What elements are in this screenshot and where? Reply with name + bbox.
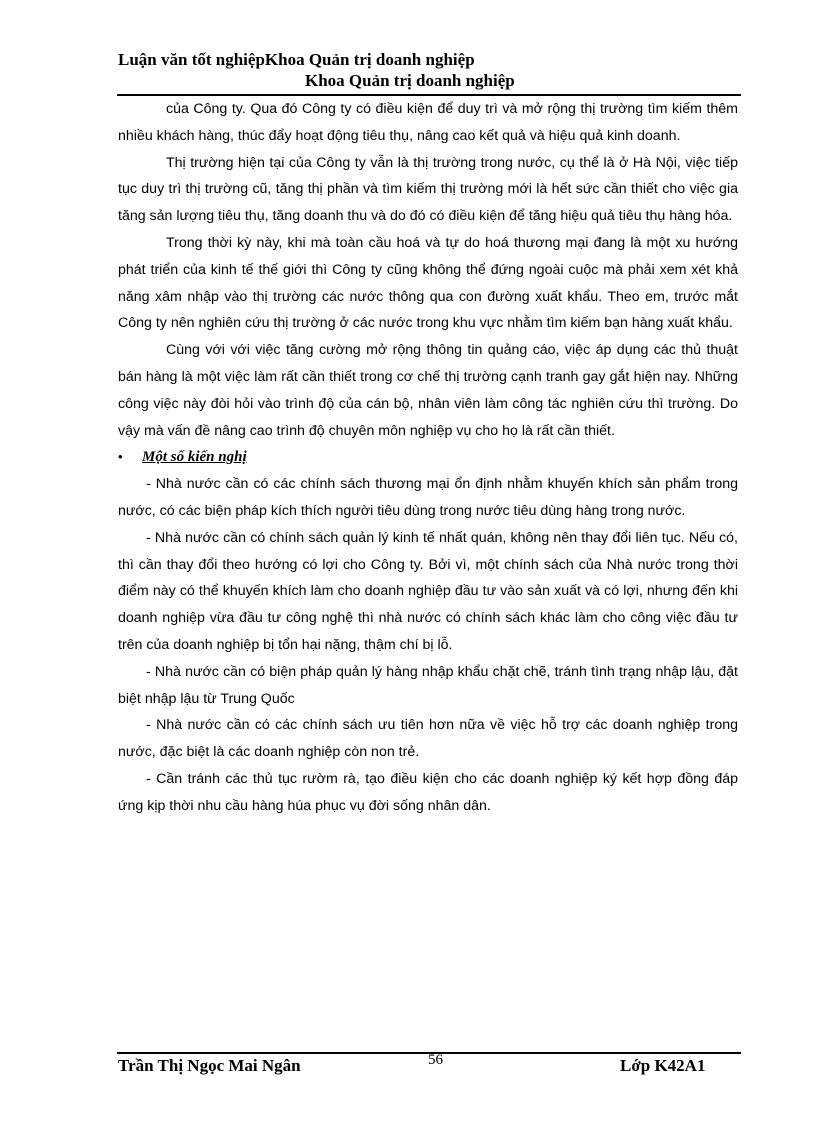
recommendation-3: - Nhà nước cần có biện pháp quản lý hàng nhập khẩu chặt chẽ, tránh tình trạng nhập lậu, đặt biệt nhập lậu từ Trung Quốc (118, 663, 738, 707)
section-heading (118, 444, 738, 471)
recommendation-1: - Nhà nước cần có các chính sách thương mại ổn định nhằm khuyến khích sản phẩm trong nước, có các biện pháp kích thích người tiêu dùng trong nước tiêu dùng hàng trong nước. (118, 476, 738, 519)
header-line-1: Luận văn tốt nghiệpKhoa Quản trị doanh nghiệp (118, 50, 475, 69)
heading-text: Một số kiến nghị (142, 449, 247, 466)
paragraph-1: của Công ty. Qua đó Công ty có điều kiện để duy trì và mở rộng thị trường tìm kiếm thêm nhiều khách hàng, thúc đẩy hoạt động tiêu thụ, nâng cao kết quả và hiệu quả kinh doanh. (118, 101, 738, 144)
recommendation-5: - Cần tránh các thủ tục rườm rà, tạo điều kiện cho các doanh nghiệp ký kết hợp đồng đáp ứng kịp thời nhu cầu hàng húa phục vụ đời sống nhân dân. (118, 770, 738, 814)
paragraph-3: Trong thời kỳ này, khi mà toàn cầu hoá và tự do hoá thương mại đang là một xu hướng phát triển của kinh tế thế giới thì Công ty cũng không thể đứng ngoài cuộc mà phải xem xét khả năng xâm nhập vào thị trường các nước thông qua con đường xuất khẩu. Theo em, trước mắt Công ty nên nghiên cứu thị trường ở các nước trong khu vực nhằm tìm kiếm bạn hàng xuất khẩu. (118, 234, 738, 332)
header-line-2: Khoa Quản trị doanh nghiệp (305, 71, 515, 90)
page-body (118, 96, 738, 820)
footer-author: Trần Thị Ngọc Mai Ngân (118, 1056, 301, 1075)
bullet-icon: • (118, 449, 123, 465)
recommendation-4: - Nhà nước cần có các chính sách ưu tiên hơn nữa về việc hỗ trợ các doanh nghiệp trong nước, đặc biệt là các doanh nghiệp còn non trẻ. (118, 717, 738, 761)
paragraph-4: Cùng với với việc tăng cường mở rộng thông tin quảng cáo, việc áp dụng các thủ thuật bán hàng là một việc làm rất cần thiết trong cơ chế thị trường cạnh tranh gay gắt hiện nay. Những công việc này đòi hỏi vào trình độ của cán bộ, nhân viên làm công tác nghiên cứu thì trường. Do vậy mà vấn đề nâng cao trình độ chuyên môn nghiệp vụ cho họ là rất cần thiết. (118, 342, 738, 439)
footer-class: Lớp K42A1 (620, 1056, 706, 1075)
recommendation-2: - Nhà nước cần có chính sách quản lý kinh tế nhất quán, không nên thay đổi liên tục. Nếu có, thì cần thay đổi theo hướng có lợi cho Công ty. Bởi vì, một chính sách của Nhà nước trong thời điểm này có thể khuyến khích làm cho doanh nghiệp đầu tư vào sản xuất và có lợi, nhưng đến khi doanh nghiệp vừa đầu tư công nghệ thì nhà nước có chính sách khác làm cho công việc đầu tư trên của doanh nghiệp bị tổn hại nặng, thậm chí bị lỗ. (118, 529, 738, 653)
paragraph-2: Thị trường hiện tại của Công ty vẫn là thị trường trong nước, cụ thể là ở Hà Nội, việc tiếp tục duy trì thị trường cũ, tăng thị phần và tìm kiếm thị trường mới là hết sức cần thiết cho việc gia tăng sản lượng tiêu thụ, tăng doanh thu và do đó có điều kiện để tăng hiệu quả tiêu thụ hàng hóa. (118, 154, 738, 225)
page-number: 56 (428, 1052, 443, 1068)
